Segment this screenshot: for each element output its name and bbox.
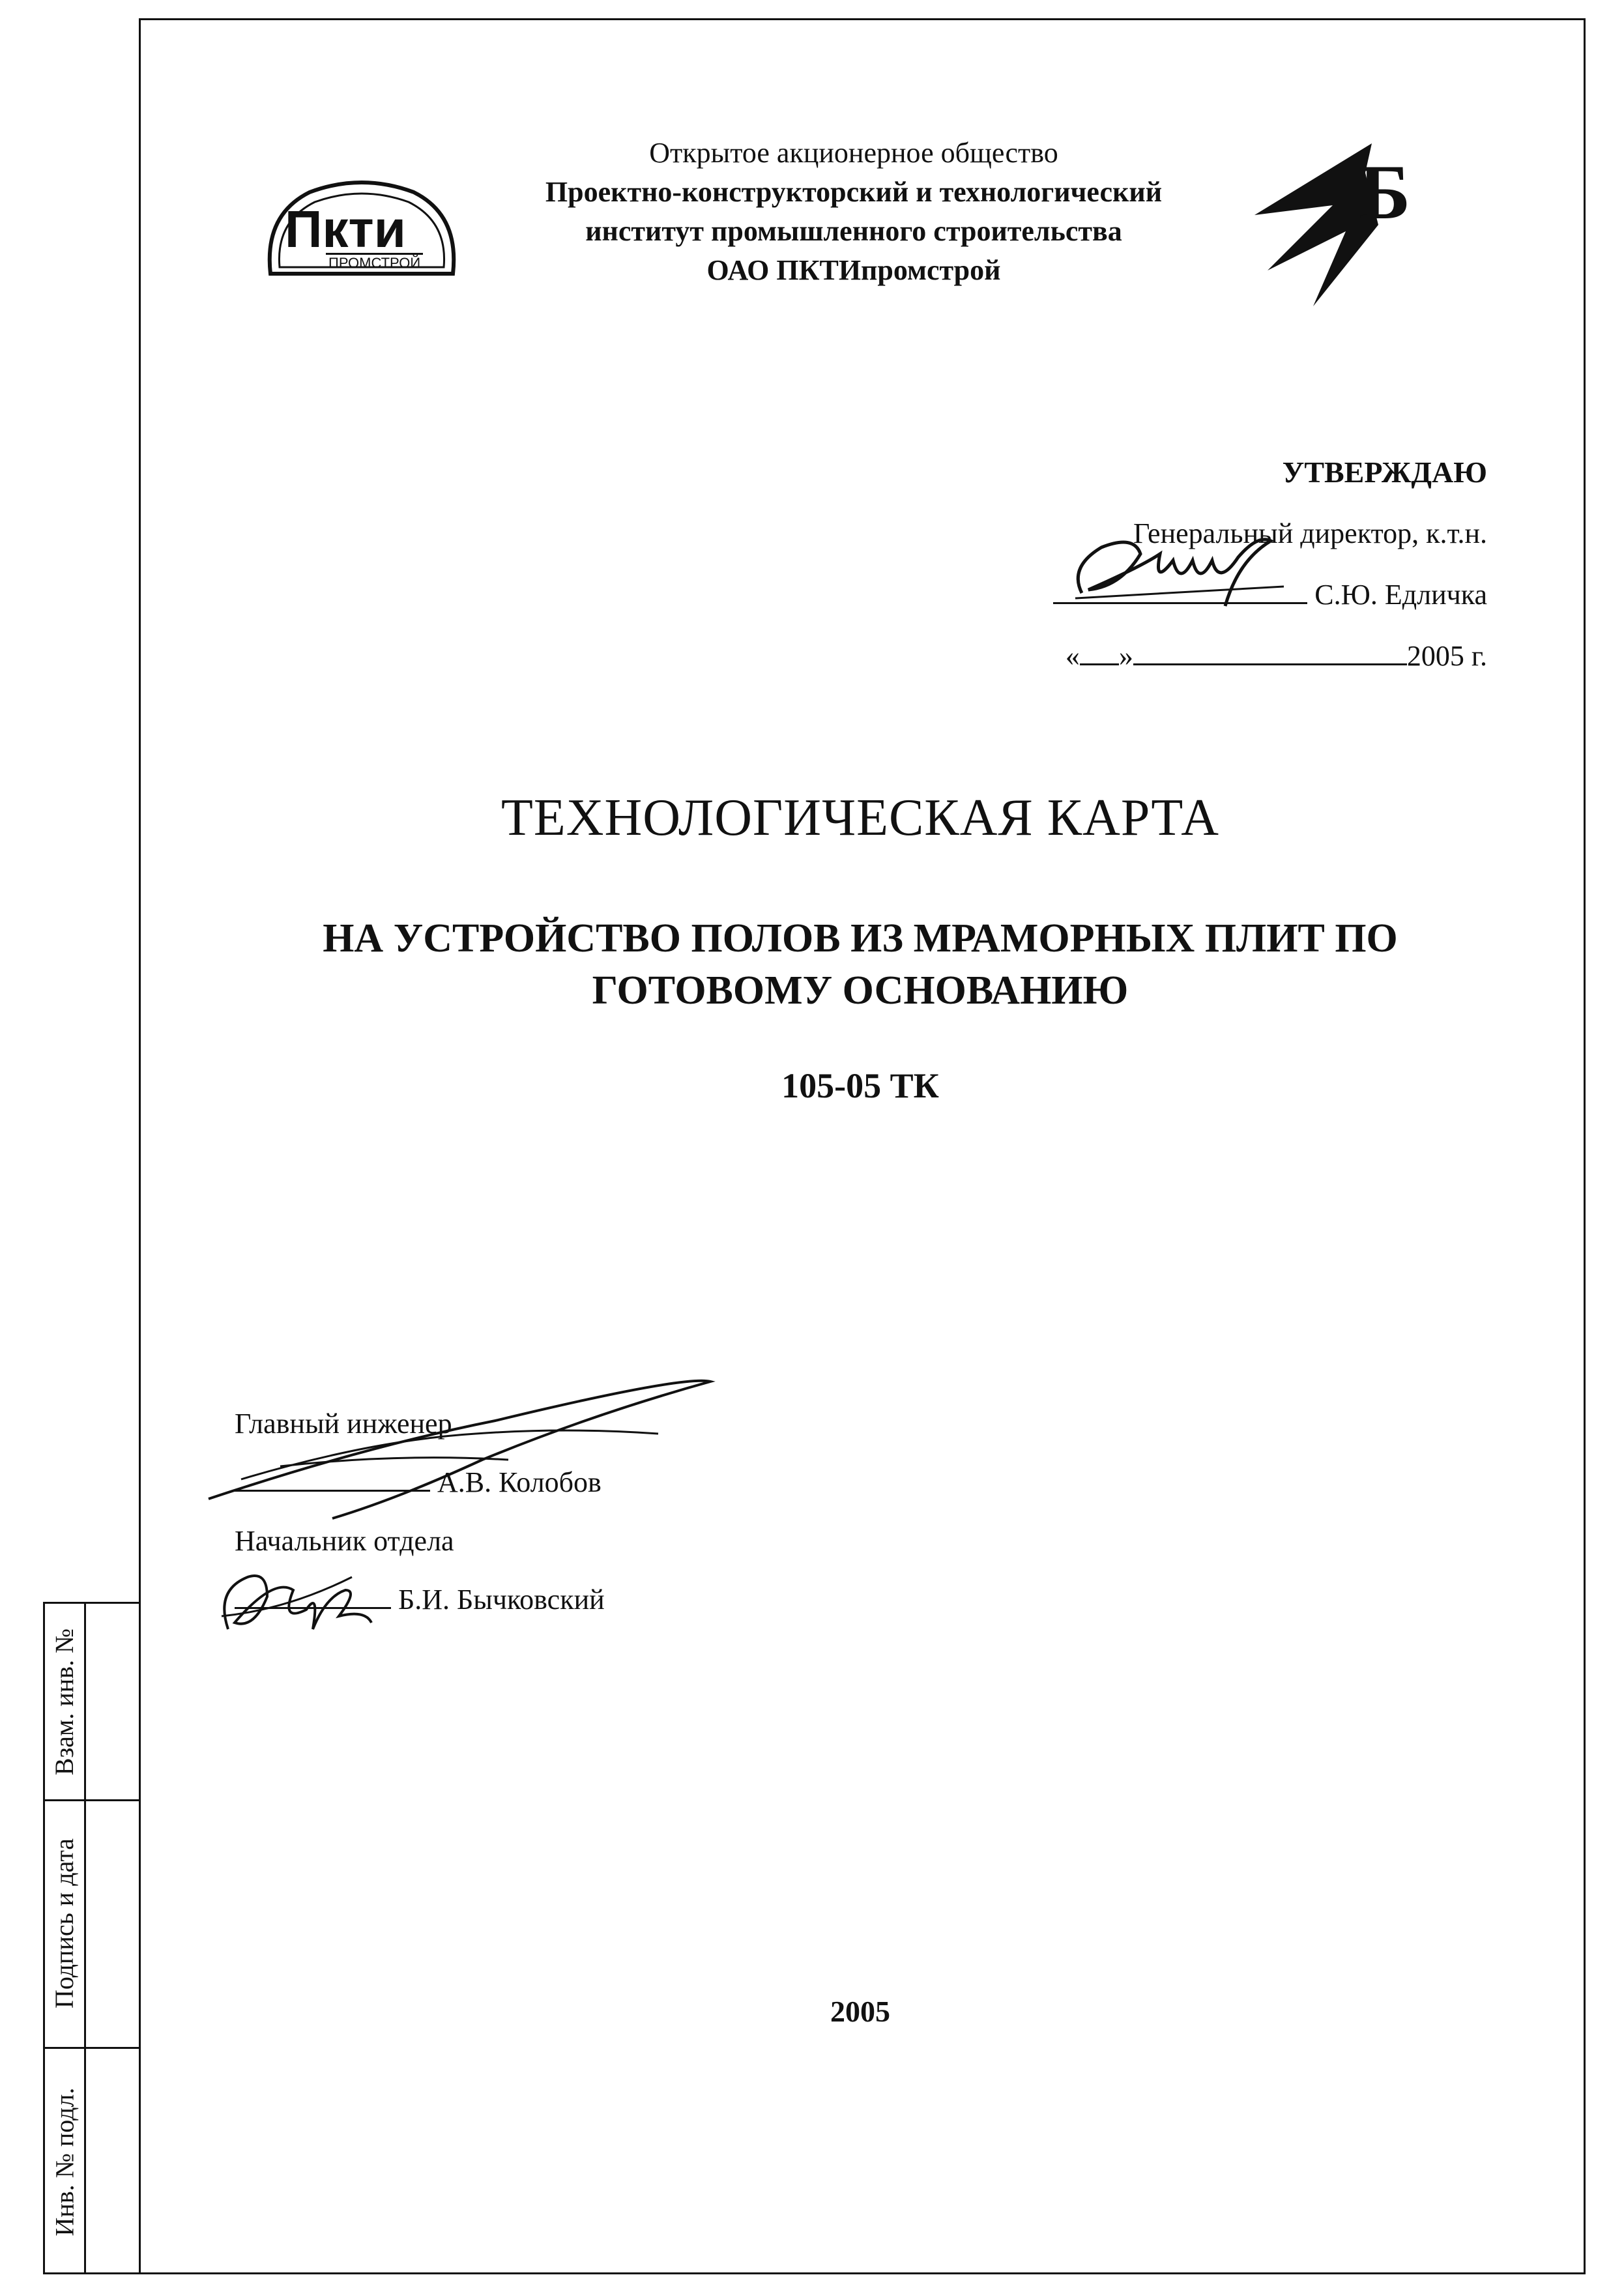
chief-engineer-title: Главный инженер — [235, 1408, 452, 1440]
approval-signature-line: С.Ю. Едличка — [1053, 564, 1487, 626]
stamp-label-replacement: Взам. инв. № — [50, 1628, 80, 1775]
side-stamp — [43, 1602, 139, 2274]
pkti-logo: Пкти ПРОМСТРОЙ — [257, 176, 466, 283]
dept-head-title: Начальник отдела — [235, 1525, 454, 1557]
chief-engineer-line: А.В. Колобов — [235, 1453, 605, 1512]
stamp-label-original-inventory: Инв. № подл. — [50, 2087, 80, 2236]
approval-date: « » 2005 г. — [1065, 640, 1487, 672]
month-blank — [1133, 663, 1407, 665]
chief-engineer-signature — [202, 1362, 723, 1535]
page-frame — [139, 18, 1586, 2274]
approval-position: Генеральный директор, к.т.н. — [1133, 517, 1487, 549]
document-code: 105-05 ТК — [781, 1066, 939, 1105]
day-blank — [1080, 663, 1119, 665]
document-subtitle: НА УСТРОЙСТВО ПОЛОВ ИЗ МРАМОРНЫХ ПЛИТ ПО ГОТОВОМУ ОСНОВАНИЮ — [323, 916, 1398, 1013]
star-logo: Б — [1248, 134, 1457, 310]
org-short-name: ОАО ПКТИпромстрой — [706, 254, 1001, 286]
document-title: ТЕХНОЛОГИЧЕСКАЯ КАРТА — [500, 789, 1220, 847]
org-name-line2: институт промышленного строительства — [585, 215, 1122, 247]
director-signature — [1062, 521, 1297, 616]
dept-head-signature — [209, 1551, 404, 1659]
stamp-divider — [84, 1604, 86, 2272]
stamp-label-signature-date: Подпись и дата — [50, 1838, 80, 2008]
org-name-line1: Проектно-конструкторский и технологический — [545, 176, 1163, 208]
org-type: Открытое акционерное общество — [649, 137, 1058, 169]
approval-title: УТВЕРЖДАЮ — [1282, 456, 1487, 489]
footer-year: 2005 — [830, 1995, 890, 2028]
dept-head-line: Б.И. Бычковский — [235, 1571, 605, 1629]
organization-block — [456, 134, 1251, 290]
